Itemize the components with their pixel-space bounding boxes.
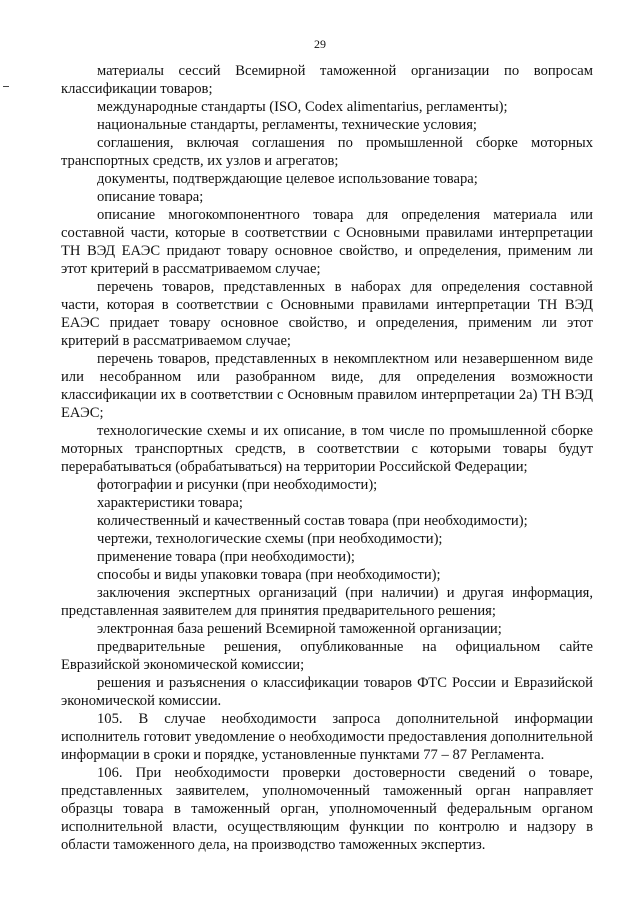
paragraph-multicomponent-description: описание многокомпонентного товара для определения материала или составной части, которые в соответствии с Основными правилами интерпретации ТН ВЭД ЕАЭС придают товару основное свойство, и определения, применим ли этот критерий в рассматриваемом случае; xyxy=(61,207,593,277)
paragraph-expert-conclusions: заключения экспертных организаций (при наличии) и другая информация, представленная заявителем для принятия предварительного решения; xyxy=(61,585,593,619)
paragraph-drawings: чертежи, технологические схемы (при необходимости); xyxy=(97,531,443,547)
margin-mark xyxy=(3,86,9,87)
paragraph-wco-sessions: материалы сессий Всемирной таможенной организации по вопросам классификации товаров; xyxy=(61,63,593,97)
paragraph-characteristics: характеристики товара; xyxy=(97,495,243,511)
paragraph-application: применение товара (при необходимости); xyxy=(97,549,355,565)
page-number: 29 xyxy=(314,37,326,51)
paragraph-international-standards: международные стандарты (ISO, Codex alimentarius, регламенты); xyxy=(97,99,508,115)
paragraph-end-use-documents: документы, подтверждающие целевое использование товара; xyxy=(97,171,478,187)
paragraph-fts-decisions: решения и разъяснения о классификации товаров ФТС России и Евразийской экономической комиссии. xyxy=(61,675,593,709)
paragraph-national-standards: национальные стандарты, регламенты, технические условия; xyxy=(97,117,477,133)
paragraph-photos: фотографии и рисунки (при необходимости); xyxy=(97,477,378,493)
document-body xyxy=(61,62,593,854)
paragraph-technological-schemes: технологические схемы и их описание, в том числе по промышленной сборке моторных транспортных средств, в соответствии с которыми товары будут перерабатываться (обрабатываться) на территории Российской Федерации; xyxy=(61,423,593,475)
paragraph-sets-list: перечень товаров, представленных в наборах для определения составной части, которая в соответствии с Основными правилами интерпретации ТН ВЭД ЕАЭС придает товару основное свойство, и определения, применим ли этот критерий в рассматриваемом случае; xyxy=(61,279,593,349)
paragraph-wco-database: электронная база решений Всемирной таможенной организации; xyxy=(97,621,502,637)
paragraph-incomplete-goods-list: перечень товаров, представленных в некомплектном или незавершенном виде или несобранном или разобранном виде, для определения возможности классификации их в соответствии с Основным правилом интерпретации 2а) ТН ВЭД ЕАЭС; xyxy=(61,351,593,421)
paragraph-clause-105: 105. В случае необходимости запроса дополнительной информации исполнитель готовит уведомление о необходимости предоставления дополнительной информации в сроки и порядке, установленные пунктами 77 – 87 Регламента. xyxy=(61,711,593,763)
paragraph-published-decisions: предварительные решения, опубликованные на официальном сайте Евразийской экономической комиссии; xyxy=(61,639,593,673)
paragraph-agreements: соглашения, включая соглашения по промышленной сборке моторных транспортных средств, их узлов и агрегатов; xyxy=(61,135,593,169)
paragraph-clause-106: 106. При необходимости проверки достоверности сведений о товаре, представленных заявителем, уполномоченный таможенный орган направляет образцы товара в таможенный орган, уполномоченный федеральным органом исполнительной власти, осуществляющим функции по контролю и надзору в области таможенного дела, на производство таможенных экспертиз. xyxy=(61,765,593,853)
paragraph-goods-description: описание товара; xyxy=(97,189,204,205)
paragraph-composition: количественный и качественный состав товара (при необходимости); xyxy=(97,513,528,529)
paragraph-packaging: способы и виды упаковки товара (при необходимости); xyxy=(97,567,441,583)
